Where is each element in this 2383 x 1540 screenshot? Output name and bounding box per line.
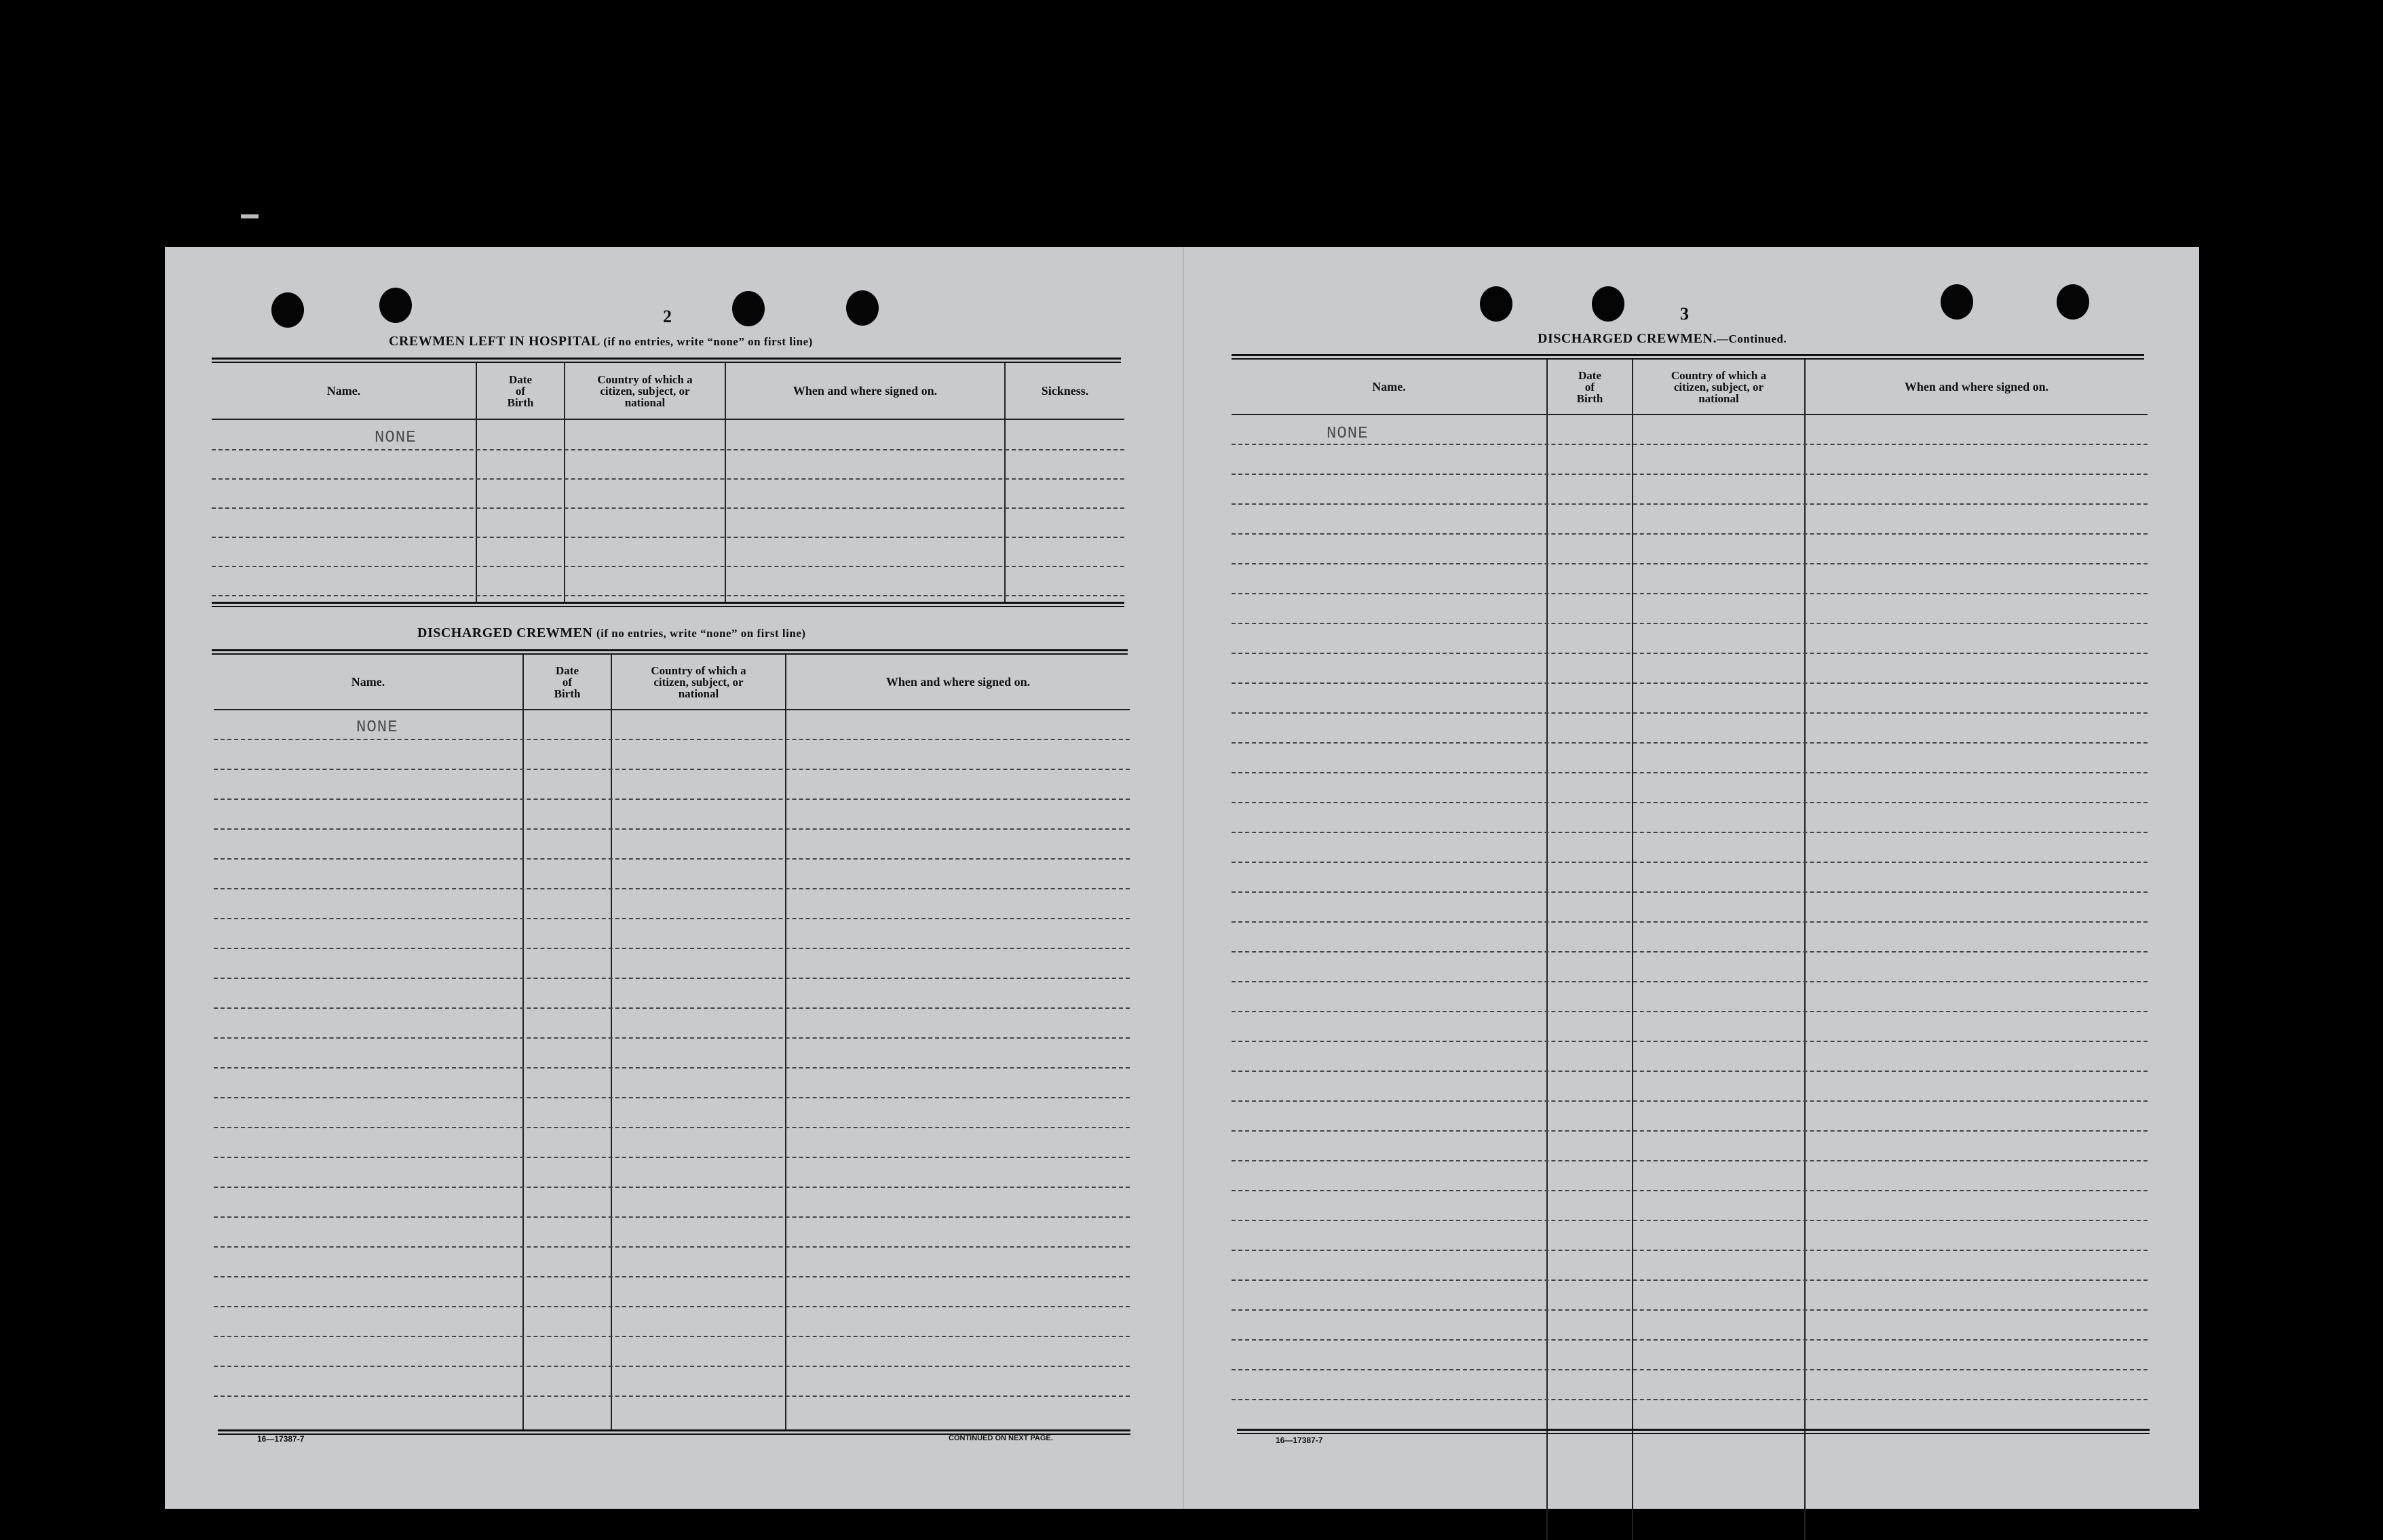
hospital-section-title <box>389 334 813 349</box>
blank-entry-line <box>1232 1071 2148 1072</box>
blank-entry-line <box>214 1187 1130 1188</box>
continued-note: CONTINUED ON NEXT PAGE. <box>949 1434 1053 1442</box>
col-header-sickness: Sickness. <box>1041 384 1089 398</box>
page-number: 3 <box>1680 304 1689 324</box>
hospital-table <box>212 363 1124 602</box>
blank-entry-line <box>212 478 1124 480</box>
blank-entry-line <box>1232 1160 2148 1161</box>
col-divider <box>1632 360 1633 1540</box>
blank-entry-line <box>1232 981 2148 982</box>
blank-entry-line <box>214 978 1130 979</box>
hospital-title-text: CREWMEN LEFT IN HOSPITAL <box>389 334 600 349</box>
hospital-instruction: (if no entries, write “none” on first line) <box>603 335 813 348</box>
blank-entry-line <box>214 918 1130 919</box>
col-divider <box>785 655 786 1429</box>
blank-entry-line <box>212 507 1124 509</box>
header-rule <box>212 419 1124 420</box>
blank-entry-line <box>1232 862 2148 863</box>
page-fold <box>1183 247 1184 1509</box>
blank-entry-line <box>214 1336 1130 1337</box>
punch-hole <box>1592 286 1624 322</box>
discharged-bottom-rule <box>218 1429 1130 1431</box>
blank-entry-line <box>214 1037 1130 1039</box>
discharged-title-text: DISCHARGED CREWMEN <box>417 625 593 640</box>
punch-hole <box>2057 284 2089 320</box>
blank-entry-line <box>214 1097 1130 1098</box>
blank-entry-line <box>1232 1041 2148 1042</box>
blank-entry-line <box>1232 1130 2148 1132</box>
form-sheet <box>165 247 2199 1509</box>
header-rule <box>1232 414 2148 415</box>
blank-entry-line <box>1232 772 2148 773</box>
col-header-name: Name. <box>1372 380 1406 393</box>
blank-entry-line <box>1232 712 2148 714</box>
discharged-continued-bottom-rule <box>1237 1429 2150 1431</box>
blank-entry-line <box>214 858 1130 860</box>
blank-entry-line <box>1232 533 2148 535</box>
blank-entry-line <box>212 595 1124 596</box>
col-header-signed-on: When and where signed on. <box>885 675 1031 689</box>
blank-entry-line <box>214 1366 1130 1367</box>
blank-entry-line <box>1232 653 2148 654</box>
blank-entry-line <box>1232 1399 2148 1400</box>
blank-entry-line <box>1232 444 2148 445</box>
blank-entry-line <box>1232 1190 2148 1191</box>
blank-entry-line <box>212 449 1124 450</box>
discharged-continued-title <box>1538 331 1787 347</box>
punch-hole <box>846 290 879 326</box>
blank-entry-line <box>1232 1339 2148 1341</box>
discharged-continued-top-rule <box>1232 354 2144 356</box>
blank-entry-line <box>212 566 1124 567</box>
discharged-instruction: (if no entries, write “none” on first line) <box>596 627 806 640</box>
blank-entry-line <box>1232 802 2148 803</box>
punch-hole <box>379 288 412 323</box>
col-header-date-of-birth: Date of Birth <box>507 372 534 409</box>
blank-entry-line <box>1232 563 2148 564</box>
col-header-date-of-birth: Date of Birth <box>1576 368 1603 405</box>
col-header-date-of-birth: Date of Birth <box>554 663 581 700</box>
col-divider <box>1804 360 1806 1540</box>
col-header-name: Name. <box>326 384 361 398</box>
entry-name: NONE <box>375 429 417 447</box>
discharged-top-rule <box>212 649 1128 651</box>
col-divider <box>522 655 524 1429</box>
blank-entry-line <box>214 1007 1130 1009</box>
entry-name: NONE <box>1327 425 1369 443</box>
blank-entry-line <box>1232 682 2148 684</box>
col-header-country: Country of which a citizen, subject, or national <box>1671 368 1767 405</box>
blank-entry-line <box>1232 742 2148 744</box>
blank-entry-line <box>1232 1309 2148 1311</box>
col-header-signed-on: When and where signed on. <box>1904 380 2049 393</box>
blank-entry-line <box>214 739 1130 740</box>
blank-entry-line <box>1232 474 2148 475</box>
punch-hole <box>1941 284 1973 320</box>
blank-entry-line <box>214 948 1130 949</box>
blank-entry-line <box>1232 593 2148 594</box>
entry-name: NONE <box>356 718 398 737</box>
col-header-signed-on: When and where signed on. <box>793 384 938 398</box>
blank-entry-line <box>1232 1250 2148 1251</box>
blank-entry-line <box>1232 503 2148 505</box>
blank-entry-line <box>1232 623 2148 624</box>
blank-entry-line <box>214 1127 1130 1128</box>
discharged-table <box>214 655 1130 1429</box>
blank-entry-line <box>214 1306 1130 1307</box>
punch-hole <box>732 291 765 326</box>
blank-entry-line <box>214 1216 1130 1218</box>
form-number: 16—17387-7 <box>257 1434 305 1444</box>
discharged-title-text: DISCHARGED CREWMEN. <box>1538 331 1717 346</box>
col-header-name: Name. <box>351 675 385 689</box>
scan-speck <box>241 214 259 218</box>
continued-label: —Continued. <box>1716 332 1787 345</box>
blank-entry-line <box>214 1157 1130 1158</box>
blank-entry-line <box>1232 1100 2148 1102</box>
blank-entry-line <box>214 828 1130 830</box>
blank-entry-line <box>214 1067 1130 1069</box>
page-number: 2 <box>663 307 672 326</box>
discharged-continued-table <box>1232 360 2148 1540</box>
blank-entry-line <box>214 1276 1130 1277</box>
blank-entry-line <box>1232 832 2148 833</box>
blank-entry-line <box>1232 1011 2148 1012</box>
blank-entry-line <box>214 769 1130 770</box>
punch-hole <box>271 292 304 328</box>
col-header-country: Country of which a citizen, subject, or national <box>597 372 693 409</box>
blank-entry-line <box>1232 951 2148 952</box>
blank-entry-line <box>212 537 1124 538</box>
hospital-bottom-rule <box>212 602 1124 604</box>
header-rule <box>214 709 1130 710</box>
form-number: 16—17387-7 <box>1276 1436 1323 1445</box>
blank-entry-line <box>214 1246 1130 1248</box>
discharged-section-title <box>417 625 806 641</box>
blank-entry-line <box>214 1395 1130 1397</box>
col-divider <box>611 655 612 1429</box>
blank-entry-line <box>1232 921 2148 923</box>
blank-entry-line <box>1232 1369 2148 1370</box>
blank-entry-line <box>214 798 1130 800</box>
hospital-top-rule <box>212 358 1121 360</box>
col-header-country: Country of which a citizen, subject, or national <box>651 663 746 700</box>
punch-hole <box>1480 286 1512 322</box>
blank-entry-line <box>1232 1220 2148 1221</box>
blank-entry-line <box>1232 891 2148 893</box>
col-divider <box>1546 360 1548 1540</box>
blank-entry-line <box>214 888 1130 889</box>
blank-entry-line <box>1232 1279 2148 1281</box>
